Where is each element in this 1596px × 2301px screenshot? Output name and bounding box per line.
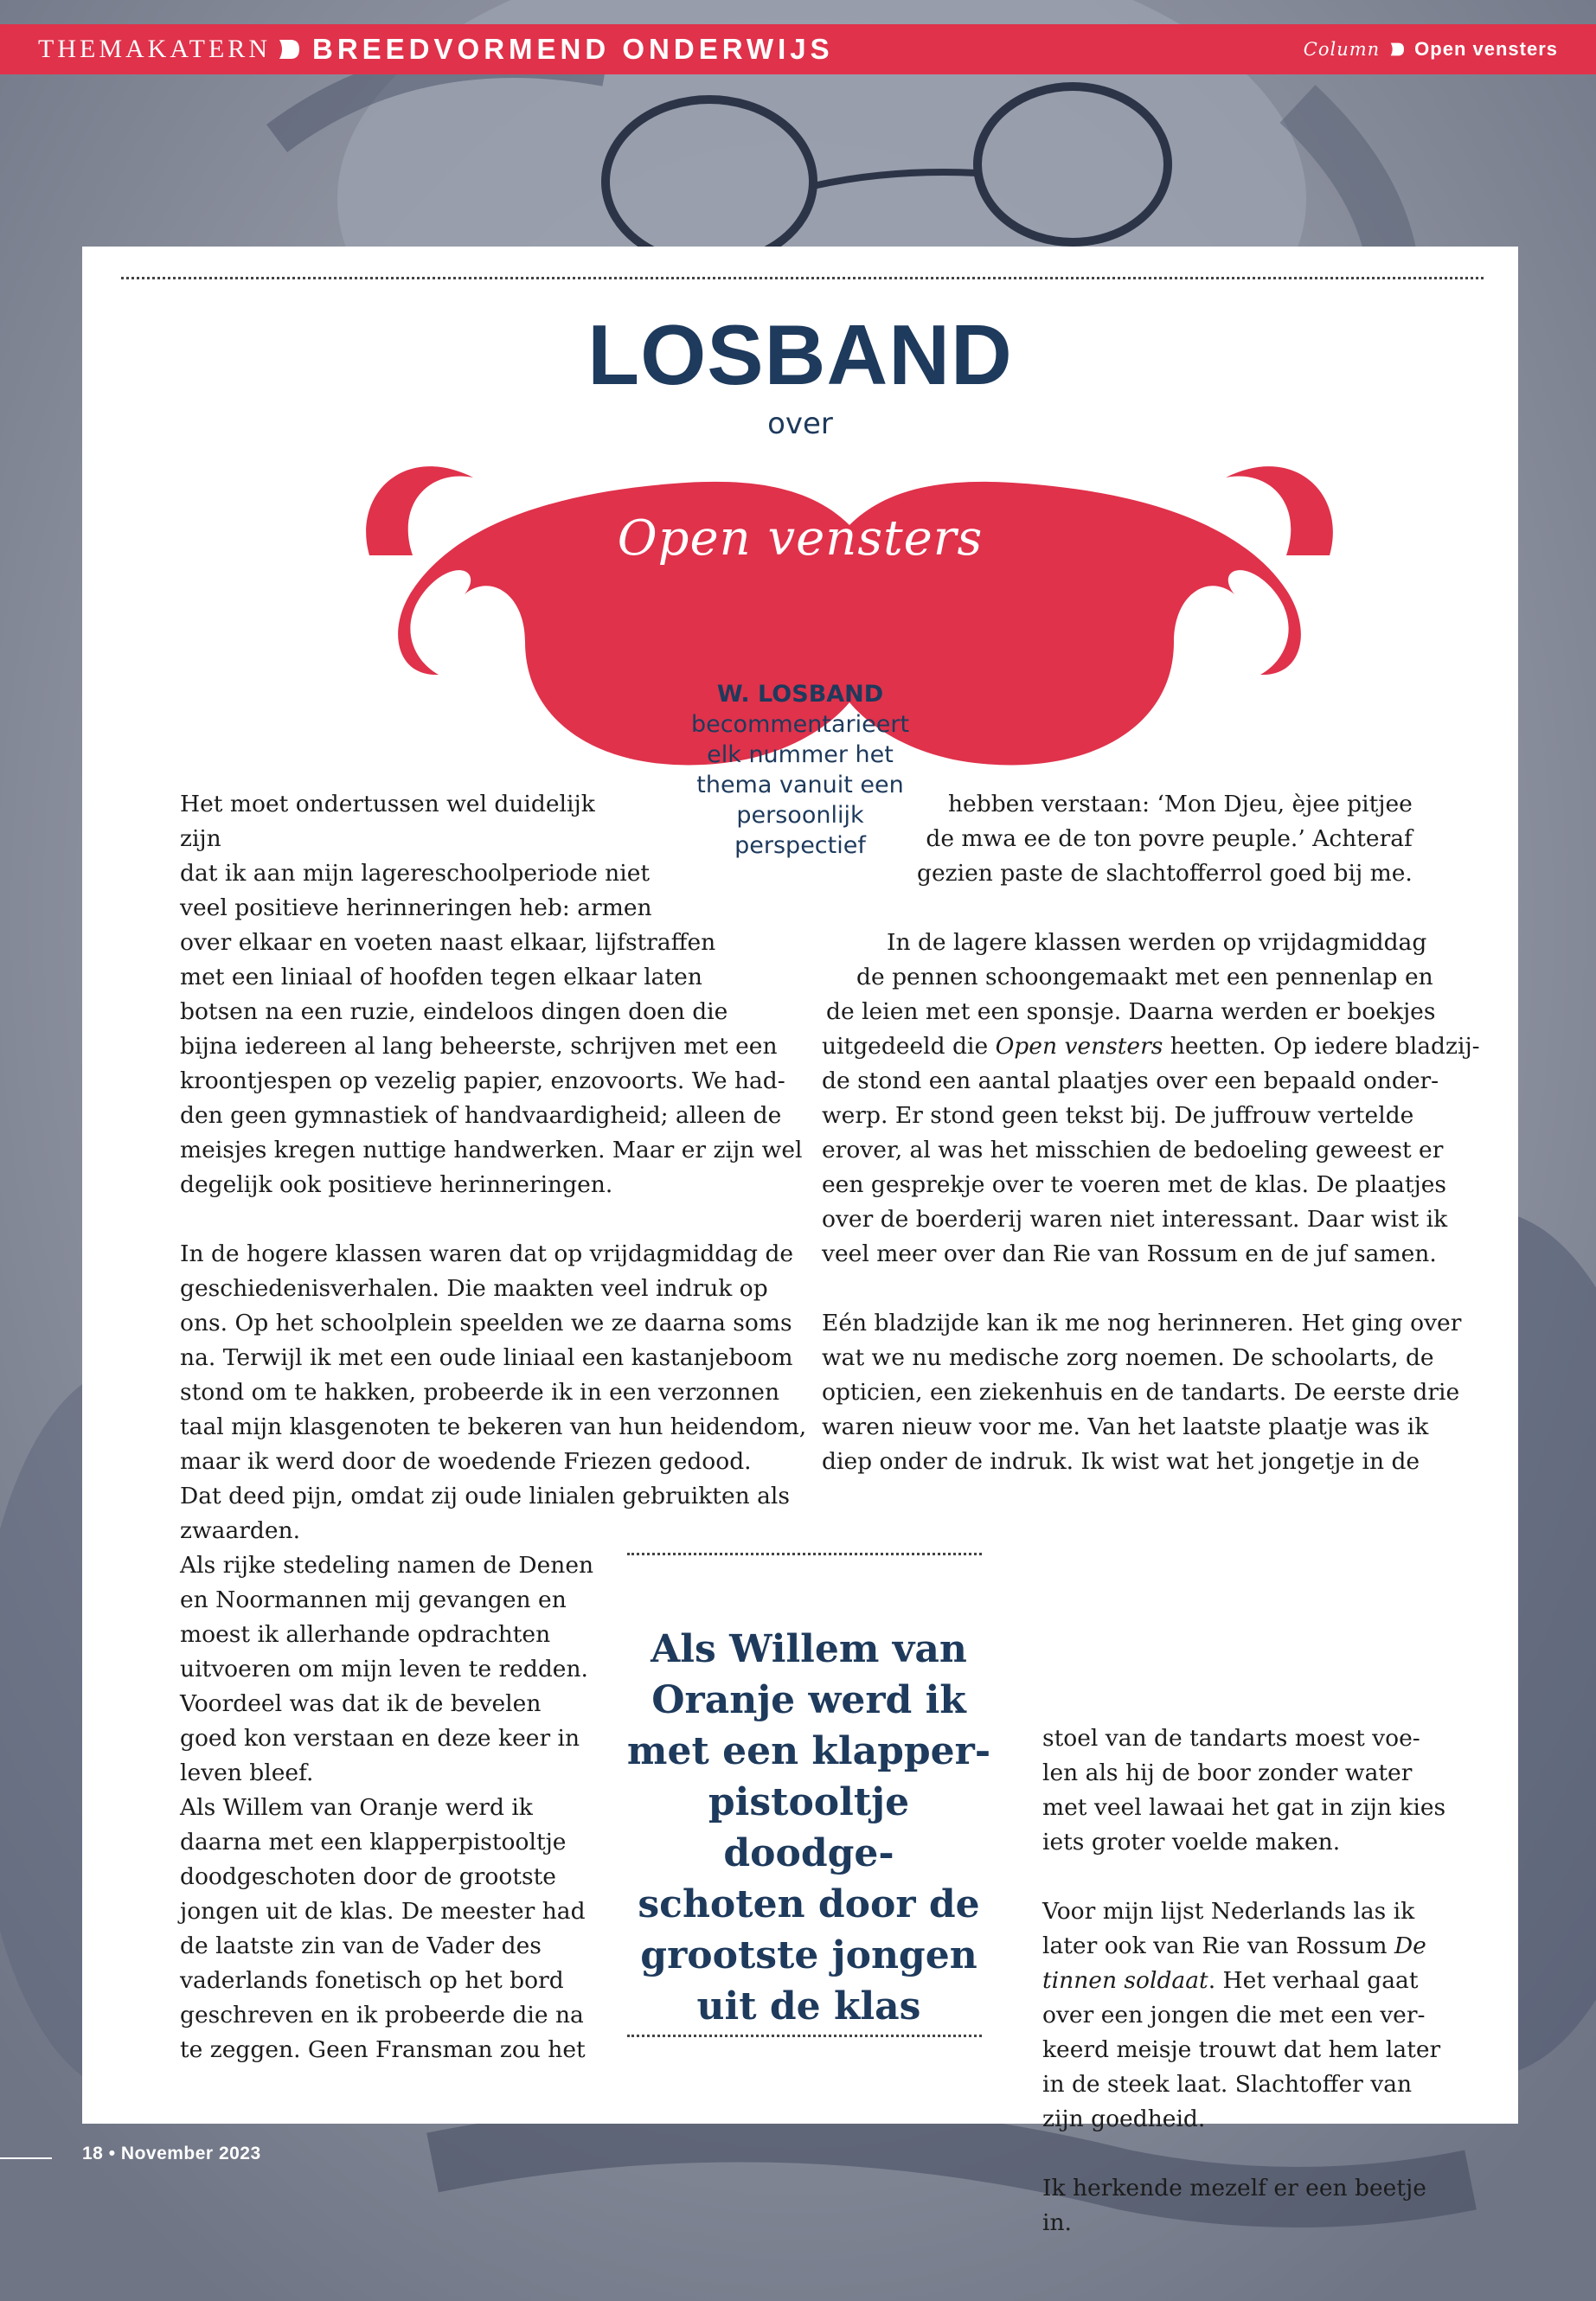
- body-line: taal mijn klasgenoten te bekeren van hun heidendom,: [180, 1413, 807, 1440]
- theme-title: BREEDVORMEND ONDERWIJS: [312, 33, 834, 65]
- body-line: Ik herkende mezelf er een beetje: [1042, 2175, 1426, 2202]
- body-line: werp. Er stond geen tekst bij. De juffrouw vertelde: [822, 1102, 1414, 1129]
- body-line: veel positieve herinneringen heb: armen: [180, 894, 652, 921]
- body-line: geschiedenisverhalen. Die maakten veel indruk op: [180, 1275, 768, 1302]
- body-line: de laatste zin van de Vader des: [180, 1932, 542, 1959]
- body-text: . Het verhaal gaat: [1208, 1967, 1419, 1994]
- body-line: moest ik allerhande opdrachten: [180, 1621, 551, 1648]
- issue-date: November 2023: [120, 2144, 261, 2163]
- body-line: degelijk ook positieve herinneringen.: [180, 1171, 613, 1198]
- body-line: wat we nu medische zorg noemen. De schoolarts, de: [822, 1344, 1434, 1371]
- body-line: daarna met een klapperpistooltje: [180, 1829, 567, 1856]
- body-line: keerd meisje trouwt dat hem later: [1042, 2036, 1441, 2063]
- body-line: de stond een aantal plaatjes over een bepaald onder-: [822, 1067, 1439, 1094]
- body-line: Eén bladzijde kan ik me nog herinneren. Het ging over: [822, 1310, 1462, 1336]
- body-line: doodgeschoten door de grootste: [180, 1863, 556, 1890]
- body-line: gezien paste de slachtofferrol goed bij me.: [917, 860, 1413, 887]
- body-line: Dat deed pijn, omdat zij oude linialen gebruikten als: [180, 1483, 791, 1509]
- pull-quote-line: uit de klas: [696, 1984, 921, 2029]
- quote-divider-bottom: [627, 2035, 982, 2037]
- body-column-2: [822, 926, 1480, 1479]
- body-line: goed kon verstaan en deze keer in: [180, 1725, 580, 1752]
- pull-quote: [619, 1624, 999, 2032]
- body-text: heetten. Op iedere bladzij-: [1163, 1033, 1480, 1060]
- body-line: opticien, een ziekenhuis en de tandarts. De eerste drie: [822, 1379, 1460, 1406]
- body-column-3: [1042, 1721, 1445, 2240]
- body-line: zijn goedheid.: [1042, 2106, 1206, 2132]
- author-name: W. LOSBAND: [716, 681, 884, 708]
- body-line: dat ik aan mijn lagereschoolperiode niet: [180, 860, 651, 887]
- footer-separator: •: [108, 2144, 116, 2163]
- body-line: stoel van de tandarts moest voe-: [1042, 1725, 1420, 1752]
- body-line: in de steek laat. Slachtoffer van: [1042, 2071, 1413, 2098]
- byline-line: becommentarieert: [690, 711, 910, 738]
- body-line: de leien met een sponsje. Daarna werden er boekjes: [826, 998, 1436, 1025]
- body-line: te zeggen. Geen Fransman zou het: [180, 2036, 586, 2063]
- byline-line: perspectief: [734, 832, 866, 859]
- body-line: met veel lawaai het gat in zijn kies: [1042, 1794, 1446, 1821]
- body-line: over de boerderij waren niet interessant. Daar wist ik: [822, 1206, 1448, 1233]
- body-text: uitgedeeld die: [822, 1033, 996, 1060]
- column-topic: Open vensters: [617, 510, 984, 567]
- body-line: [1042, 1964, 1445, 1998]
- pull-quote-line: grootste jongen: [640, 1933, 977, 1977]
- body-line: jongen uit de klas. De meester had: [180, 1898, 586, 1925]
- byline-line: elk nummer het: [707, 741, 894, 768]
- body-line: meisjes kregen nuttige handwerken. Maar er zijn wel: [180, 1137, 803, 1163]
- body-line: met een liniaal of hoofden tegen elkaar laten: [180, 964, 702, 990]
- pull-quote-line: Als Willem van: [651, 1627, 967, 1671]
- body-column-2-top: [917, 787, 1413, 891]
- body-line: ons. Op het schoolplein speelden we ze daarna soms: [180, 1310, 792, 1336]
- body-line: uitvoeren om mijn leven te redden.: [180, 1656, 588, 1682]
- byline-line: persoonlijk: [736, 802, 864, 829]
- over-label: over: [767, 407, 833, 441]
- book-title: tinnen soldaat: [1042, 1967, 1208, 1994]
- body-line: kroontjespen op vezelig papier, enzovoorts. We had-: [180, 1067, 785, 1094]
- magazine-section-label: THEMAKATERN: [38, 35, 271, 63]
- body-line: over elkaar en voeten naast elkaar, lijfstraffen: [180, 929, 716, 956]
- body-line: Voor mijn lijst Nederlands las ik: [1042, 1898, 1415, 1925]
- body-line: in.: [1042, 2209, 1072, 2236]
- body-line: de pennen schoongemaakt met een pennenlap en: [856, 964, 1433, 990]
- pull-quote-line: pistooltje doodge-: [708, 1780, 910, 1875]
- page-number: 18: [82, 2144, 104, 2163]
- column-label: Column: [1303, 39, 1381, 60]
- body-line: Voordeel was dat ik de bevelen: [180, 1690, 542, 1717]
- body-line: bijna iedereen al lang beheerste, schrijven met een: [180, 1033, 778, 1060]
- body-line: Als rijke stedeling namen de Denen: [180, 1552, 594, 1579]
- body-line: In de lagere klassen werden op vrijdagmiddag: [887, 929, 1427, 956]
- column-name: LOSBAND: [587, 307, 1013, 402]
- body-line: diep onder de indruk. Ik wist wat het jongetje in de: [822, 1448, 1420, 1475]
- body-line: len als hij de boor zonder water: [1042, 1759, 1413, 1786]
- body-line: leven bleef.: [180, 1759, 314, 1786]
- book-title: De: [1394, 1932, 1426, 1959]
- body-line: veel meer over dan Rie van Rossum en de juf samen.: [822, 1240, 1437, 1267]
- body-line: erover, al was het misschien de bedoeling geweest er: [822, 1137, 1444, 1163]
- pull-quote-line: met een klapper-: [626, 1729, 991, 1773]
- body-line: den geen gymnastiek of handvaardigheid; alleen de: [180, 1102, 782, 1129]
- pull-quote-line: Oranje werd ik: [651, 1678, 966, 1722]
- footer-rule: [0, 2157, 52, 2159]
- arrow-right-icon: [1388, 41, 1406, 58]
- body-line: een gesprekje over te voeren met de klas. De plaatjes: [822, 1171, 1446, 1198]
- body-line: iets groter voelde maken.: [1042, 1829, 1341, 1856]
- book-title: Open vensters: [995, 1033, 1163, 1060]
- arrow-right-icon: [276, 36, 302, 62]
- body-line: hebben verstaan: ‘Mon Djeu, èjee pitjee: [947, 791, 1413, 817]
- section-header-bar: [0, 24, 1596, 74]
- body-line: maar ik werd door de woedende Friezen gedood.: [180, 1448, 752, 1475]
- body-line: Als Willem van Oranje werd ik: [180, 1794, 533, 1821]
- body-line: stond om te hakken, probeerde ik in een verzonnen: [180, 1379, 780, 1406]
- body-line: zwaarden.: [180, 1517, 301, 1544]
- dotted-divider: [121, 277, 1484, 279]
- body-line: Het moet ondertussen wel duidelijk zijn: [180, 791, 595, 852]
- column-title: Open vensters: [1414, 38, 1558, 60]
- pull-quote-line: schoten door de: [638, 1882, 980, 1926]
- body-line: en Noormannen mij gevangen en: [180, 1586, 567, 1613]
- quote-divider-top: [627, 1553, 982, 1555]
- byline-line: thema vanuit een: [696, 772, 904, 798]
- body-line: de mwa ee de ton povre peuple.’ Achteraf: [926, 825, 1413, 852]
- body-text: later ook van Rie van Rossum: [1042, 1932, 1394, 1959]
- page-footer: [82, 2144, 261, 2164]
- body-line: In de hogere klassen waren dat op vrijdagmiddag de: [180, 1240, 794, 1267]
- body-line: over een jongen die met een ver-: [1042, 2002, 1426, 2029]
- body-line: waren nieuw voor me. Van het laatste plaatje was ik: [822, 1413, 1429, 1440]
- body-line: na. Terwijl ik met een oude liniaal een kastanjeboom: [180, 1344, 793, 1371]
- body-line: vaderlands fonetisch op het bord: [180, 1967, 564, 1994]
- body-line: geschreven en ik probeerde die na: [180, 2002, 584, 2029]
- body-line: [1042, 1929, 1445, 1964]
- body-line: [822, 1029, 1480, 1064]
- body-line: botsen na een ruzie, eindeloos dingen doen die: [180, 998, 728, 1025]
